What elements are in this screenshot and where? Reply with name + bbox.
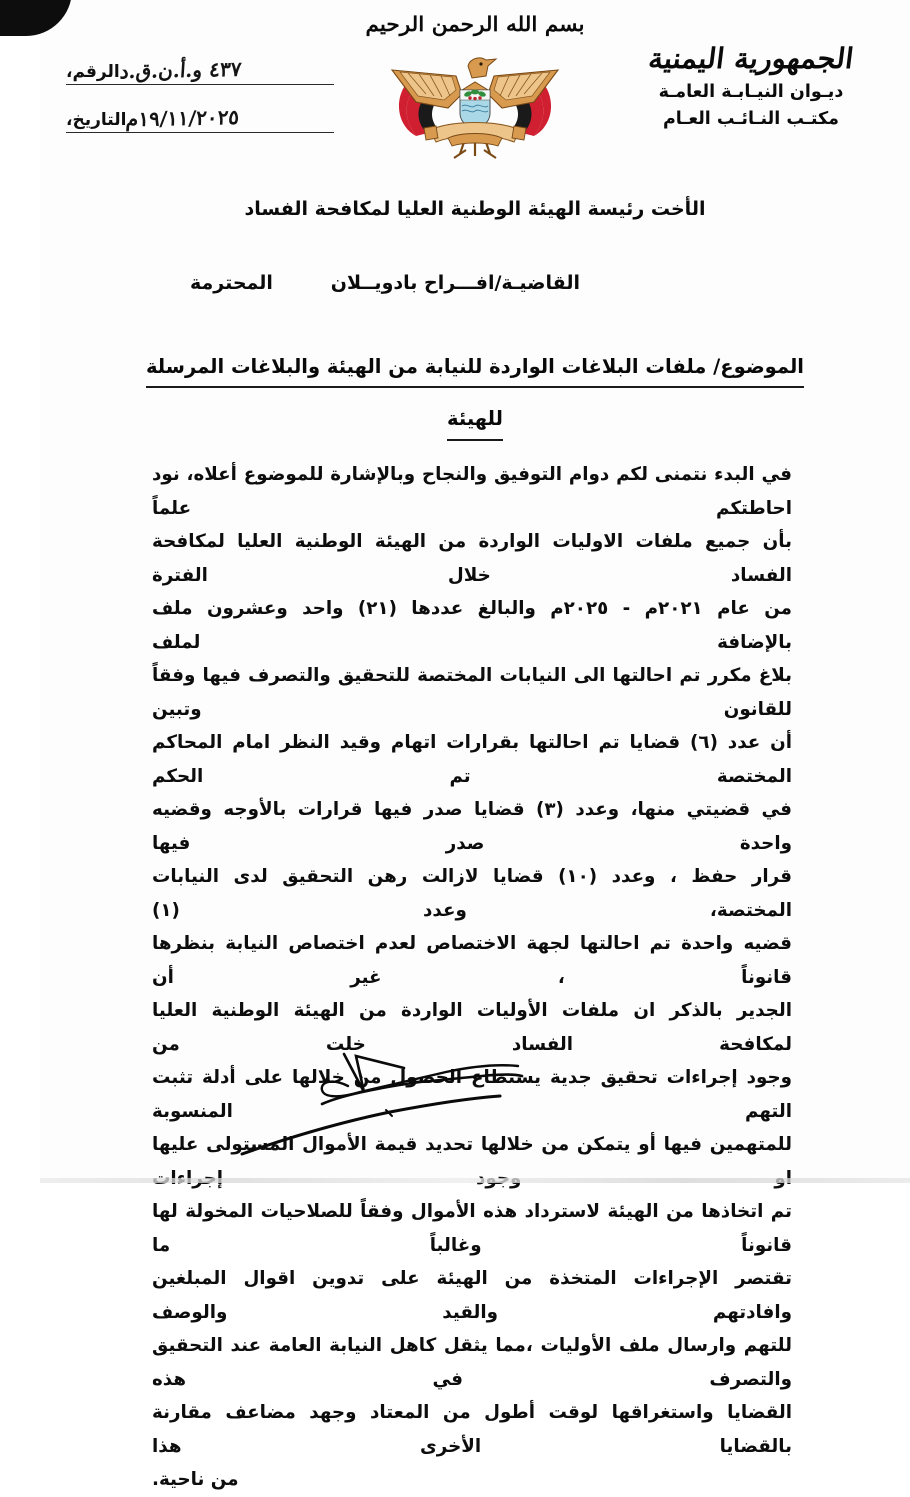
body-line: للمتهمين فيها أو يتمكن من خلالها تحديد قيمة الأموال المستولى عليها bbox=[152, 1134, 792, 1155]
body-line: تم اتخاذها من الهيئة لاسترداد هذه الأموال وفقاً للصلاحيات المخولة لها قانوناً وغالباً ما bbox=[152, 1201, 792, 1256]
body-line: للتهم وارسال ملف الأوليات ،مما يثقل كاهل النيابة العامة عند التحقيق والتصرف في هذه bbox=[152, 1335, 792, 1390]
body-line: أن عدد (٦) قضايا تم احالتها بقرارات اتهام وقيد النظر امام المحاكم المختصة تم الحكم bbox=[152, 732, 792, 787]
body-line: قضيه واحدة تم احالتها لجهة الاختصاص لعدم اختصاص النيابة بنظرها قانوناً ، غير أن bbox=[152, 933, 792, 988]
body-paragraph bbox=[152, 458, 792, 1497]
subject-block bbox=[40, 352, 910, 441]
yemen-national-emblem-icon bbox=[386, 32, 564, 164]
subject-line-2: للهيئة bbox=[447, 404, 503, 440]
reference-date-row bbox=[66, 92, 334, 133]
reference-number-value: ٤٣٧ و.أ.ن.ق.د bbox=[118, 56, 243, 84]
document-page bbox=[40, 0, 910, 1490]
body-line: بلاغ مكرر تم احالتها الى النيابات المختصة للتحقيق والتصرف فيها وفقاً للقانون وتبين bbox=[152, 665, 792, 720]
scan-edge-artifact-bottom bbox=[40, 1178, 910, 1183]
body-line: في البدء نتمنى لكم دوام التوفيق والنجاح وبالإشارة للموضوع أعلاه، نود احاطتكم علماً bbox=[152, 464, 792, 519]
reference-number-row bbox=[66, 44, 334, 85]
addressee-honorific: المحترمة bbox=[190, 272, 273, 294]
body-line: قرار حفظ ، وعدد (١٠) قضايا لازالت رهن التحقيق لدى النيابات المختصة، وعدد (١) bbox=[152, 866, 792, 921]
body-line: بأن جميع ملفات الاوليات الواردة من الهيئة الوطنية العليا لمكافحة الفساد خلال الفترة bbox=[152, 531, 792, 586]
body-line: وجود إجراءات تحقيق جدية يستطاع الحصول من خلالها على أدلة تثبت التهم المنسوبة bbox=[152, 1067, 792, 1122]
body-line: الجدير بالذكر ان ملفات الأوليات الواردة من الهيئة الوطنية العليا لمكافحة الفساد خلت من bbox=[152, 1000, 792, 1055]
letter-body bbox=[152, 458, 792, 1497]
reference-date-label: التاريخ، bbox=[66, 110, 127, 130]
organization-line-2: مكتـب النـائـب العـام bbox=[662, 108, 840, 129]
basmala-text: بسم الله الرحمن الرحيم bbox=[365, 12, 585, 36]
body-line: تقتصر الإجراءات المتخذة من الهيئة على تدوين اقوال المبلغين وافادتهم والقيد والوصف bbox=[152, 1268, 792, 1323]
reference-block bbox=[66, 44, 334, 140]
reference-number-label: الرقم، bbox=[66, 62, 120, 82]
addressee-name: القاضيـة/افـــراح بادويــلان bbox=[330, 272, 580, 294]
country-name: الجمهورية اليمنية bbox=[646, 42, 856, 75]
organization-line-1: ديـوان النيـابـة العامـة bbox=[658, 82, 844, 103]
body-line: في قضيتي منها، وعدد (٣) قضايا صدر فيها قرارات بالأوجه وقضيه واحدة صدر فيها bbox=[152, 799, 792, 854]
subject-line-1: الموضوع/ ملفات البلاغات الواردة للنيابة من الهيئة والبلاغات المرسلة bbox=[146, 352, 804, 388]
body-line: القضايا واستغراقها لوقت أطول من المعتاد وجهد مضاعف مقارنة بالقضايا الأخرى هذا bbox=[152, 1402, 792, 1457]
body-line: من ناحية. bbox=[152, 1469, 239, 1490]
addressee-block bbox=[40, 198, 910, 220]
letterhead bbox=[40, 0, 910, 190]
reference-date-value: ١٩/١١/٢٠٢٥م bbox=[125, 104, 241, 132]
organization-block bbox=[616, 44, 886, 132]
addressee-title: الأخت رئيسة الهيئة الوطنية العليا لمكافحة الفساد bbox=[244, 198, 706, 220]
body-line: من عام ٢٠٢١م - ٢٠٢٥م والبالغ عددها (٢١) واحد وعشرون ملف بالإضافة لملف bbox=[152, 598, 792, 653]
emblem-block bbox=[365, 14, 585, 164]
